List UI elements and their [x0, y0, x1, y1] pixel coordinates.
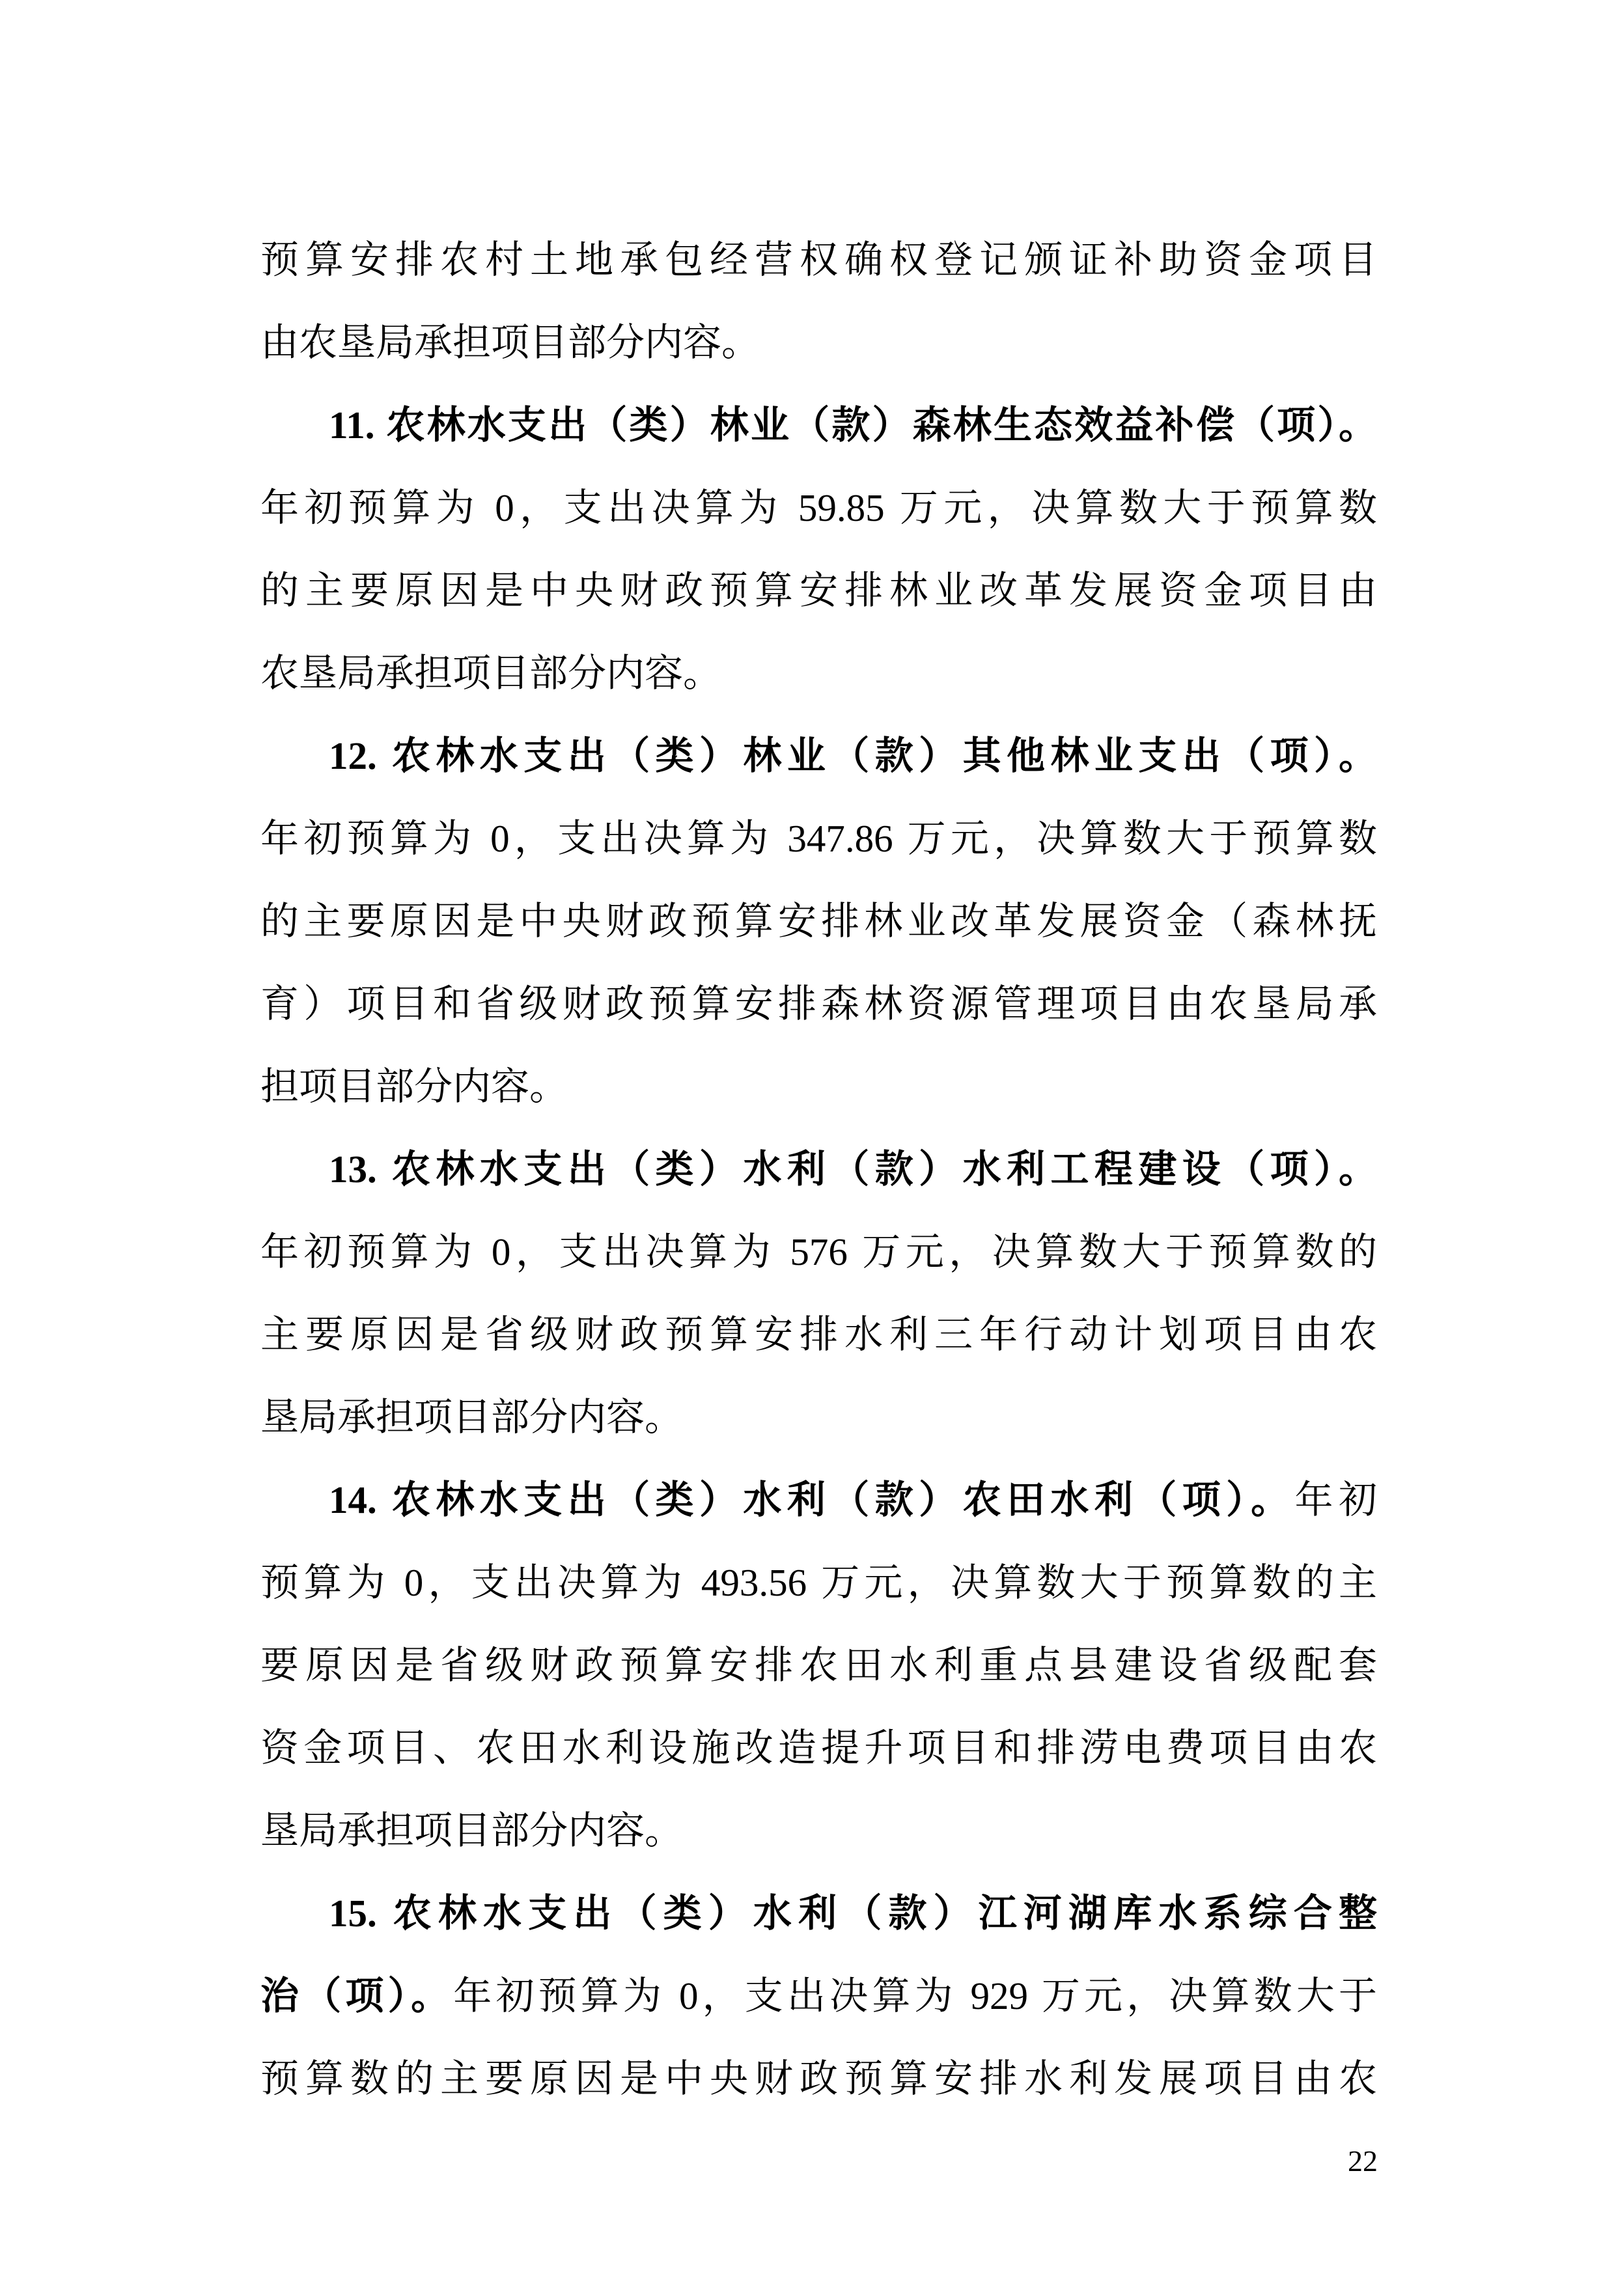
body-segment: 预算为 0，支出决算为 493.56 万元，决算数大于预算数的主: [260, 1561, 1377, 1604]
text-line: [260, 1790, 1377, 1872]
text-line: [260, 1045, 1377, 1128]
text-line: [260, 467, 1377, 549]
heading-segment: 14. 农林水支出（类）水利（款）农田水利（项）。: [329, 1478, 1295, 1521]
body-segment: 年初预算为 0，支出决算为 929 万元，决算数大于: [453, 1974, 1377, 2017]
text-line: [260, 219, 1377, 301]
heading-segment: 13. 农林水支出（类）水利（款）水利工程建设（项）。: [329, 1148, 1377, 1191]
body-segment: 年初预算为 0，支出决算为 347.86 万元，决算数大于预算数: [260, 817, 1377, 860]
text-line: [260, 1624, 1377, 1707]
body-segment: 资金项目、农田水利设施改造提升项目和排涝电费项目由农: [260, 1726, 1377, 1769]
text-line: [260, 1211, 1377, 1293]
text-line: [260, 1542, 1377, 1624]
text-line: [260, 1128, 1377, 1211]
heading-segment: 治（项）。: [260, 1974, 454, 2017]
text-line: [260, 1955, 1377, 2038]
text-line: [260, 384, 1377, 467]
body-segment: 由农垦局承担项目部分内容。: [260, 321, 760, 364]
page-content: [260, 219, 1377, 2120]
body-segment: 的主要原因是中央财政预算安排林业改革发展资金项目由: [260, 569, 1377, 612]
text-line: [260, 1293, 1377, 1376]
page-number: 22: [1348, 2144, 1378, 2178]
body-segment: 预算数的主要原因是中央财政预算安排水利发展项目由农: [260, 2057, 1377, 2100]
heading-segment: 15. 农林水支出（类）水利（款）江河湖库水系综合整: [329, 1892, 1377, 1935]
heading-segment: 11. 农林水支出（类）林业（款）森林生态效益补偿（项）。: [329, 404, 1377, 447]
text-line: [260, 880, 1377, 963]
text-line: [260, 549, 1377, 632]
body-segment: 主要原因是省级财政预算安排水利三年行动计划项目由农: [260, 1313, 1377, 1356]
body-segment: 年初: [1294, 1478, 1377, 1521]
text-line: [260, 715, 1377, 797]
text-line: [260, 301, 1377, 384]
text-line: [260, 1707, 1377, 1790]
heading-segment: 12. 农林水支出（类）林业（款）其他林业支出（项）。: [329, 734, 1377, 777]
body-segment: 年初预算为 0，支出决算为 576 万元，决算数大于预算数的: [260, 1230, 1377, 1273]
text-line: [260, 2038, 1377, 2120]
text-line: [260, 632, 1377, 715]
body-segment: 要原因是省级财政预算安排农田水利重点县建设省级配套: [260, 1644, 1377, 1687]
body-segment: 农垦局承担项目部分内容。: [260, 652, 722, 695]
body-segment: 预算安排农村土地承包经营权确权登记颁证补助资金项目: [260, 238, 1377, 281]
body-segment: 育）项目和省级财政预算安排森林资源管理项目由农垦局承: [260, 982, 1377, 1025]
text-line: [260, 797, 1377, 880]
body-segment: 垦局承担项目部分内容。: [260, 1396, 684, 1439]
text-line: [260, 1376, 1377, 1459]
body-segment: 的主要原因是中央财政预算安排林业改革发展资金（森林抚: [260, 900, 1377, 943]
body-segment: 年初预算为 0，支出决算为 59.85 万元，决算数大于预算数: [260, 486, 1377, 529]
text-line: [260, 1459, 1377, 1542]
text-line: [260, 1872, 1377, 1955]
text-line: [260, 963, 1377, 1045]
body-segment: 垦局承担项目部分内容。: [260, 1809, 684, 1852]
body-segment: 担项目部分内容。: [260, 1065, 568, 1108]
